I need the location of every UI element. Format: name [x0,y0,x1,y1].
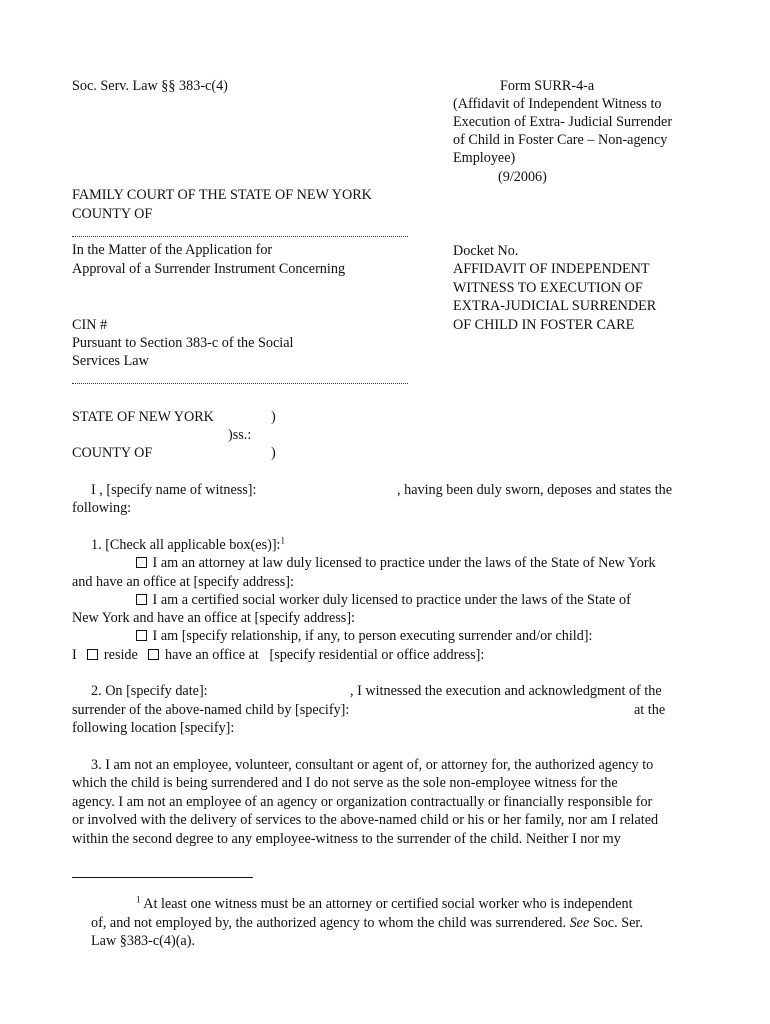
cin-label: CIN # [72,317,108,333]
venue-ss: )ss.: [228,427,252,443]
pursuant-line: Pursuant to Section 383-c of the Social [72,335,294,351]
paragraph-3-line: 3. I am not an employee, volunteer, consultant or agent of, or attorney for, the authorized agency to [91,757,654,773]
footnote-line [136,895,633,913]
option-social-worker-cont: New York and have an office at [specify address]: [72,610,355,626]
paragraph-3-line: agency. I am not an employee of an agency or organization contractually or financially responsible for [72,794,653,810]
checkbox-reside[interactable] [87,649,98,660]
footnote-text: of, and not employed by, the authorized agency to whom the child was surrendered. [91,915,567,931]
footnote-see: See [569,915,590,931]
office-label: have an office at [165,647,259,663]
matter-line: Approval of a Surrender Instrument Concerning [72,261,346,277]
paragraph-1-heading-text: 1. [Check all applicable box(es)]: [91,537,281,553]
pursuant-line: Services Law [72,353,149,369]
form-description-line: Execution of Extra- Judicial Surrender [453,114,673,130]
dotted-divider [72,236,408,237]
footnote-marker: 1 [136,894,141,905]
dotted-divider [72,383,408,384]
checkbox-relationship[interactable] [136,630,147,641]
form-number: Form SURR-4-a [500,78,595,94]
docket-label: Docket No. [453,243,519,259]
sworn-statement-cont: following: [72,500,132,516]
option-attorney [136,554,656,572]
statute-reference: Soc. Serv. Law §§ 383-c(4) [72,78,228,94]
paragraph-2-location-prompt: following location [specify]: [72,720,235,736]
sworn-statement: , having been duly sworn, deposes and states the [397,482,673,498]
matter-line: In the Matter of the Application for [72,242,273,258]
option-social-worker [136,591,631,609]
form-description-line: (Affidavit of Independent Witness to [453,96,662,112]
document-title-line: EXTRA-JUDICIAL SURRENDER [453,298,657,314]
option-residence-line [72,646,484,664]
footnote-text: Soc. Ser. [592,915,643,931]
document-title-line: OF CHILD IN FOSTER CARE [453,317,635,333]
document-title-line: WITNESS TO EXECUTION OF [453,280,643,296]
paragraph-2-surrender-prompt: surrender of the above-named child by [specify]: [72,702,350,718]
footnote-separator [72,877,253,878]
pronoun-i: I [72,647,77,663]
footnote-reference: 1 [280,535,285,546]
checkbox-attorney[interactable] [136,557,147,568]
address-prompt: [specify residential or office address]: [269,647,485,663]
venue-paren: ) [271,445,276,461]
form-description-line: of Child in Foster Care – Non-agency [453,132,668,148]
checkbox-social-worker[interactable] [136,594,147,605]
option-attorney-text: I am an attorney at law duly licensed to practice under the laws of the State of New York [152,555,656,571]
witness-name-prompt: I , [specify name of witness]: [91,482,257,498]
reside-label: reside [103,647,138,663]
court-name: FAMILY COURT OF THE STATE OF NEW YORK [72,187,372,203]
paragraph-3-line: or involved with the delivery of services to the above-named child or his or her family, nor am I related [72,812,659,828]
footnote-line: Law §383-c(4)(a). [91,933,195,949]
footnote-text: At least one witness must be an attorney or certified social worker who is independent [143,896,633,912]
option-attorney-cont: and have an office at [specify address]: [72,574,294,590]
option-relationship-text: I am [specify relationship, if any, to person executing surrender and/or child]: [152,628,593,644]
paragraph-2-date-prompt: 2. On [specify date]: [91,683,208,699]
checkbox-office[interactable] [148,649,159,660]
paragraph-2-at-the: at the [634,702,666,718]
paragraph-2-witness-text: , I witnessed the execution and acknowledgment of the [350,683,662,699]
venue-county: COUNTY OF [72,445,153,461]
option-social-worker-text: I am a certified social worker duly licensed to practice under the laws of the State of [152,592,631,608]
form-date: (9/2006) [498,169,547,185]
document-title-line: AFFIDAVIT OF INDEPENDENT [453,261,650,277]
footnote-line [91,914,643,932]
paragraph-3-line: which the child is being surrendered and I do not serve as the sole non-employee witness for the [72,775,618,791]
paragraph-1-heading [91,536,285,554]
option-relationship [136,627,592,645]
paragraph-3-line: within the second degree to any employee-witness to the surrender of the child. Neither I nor my [72,831,621,847]
venue-state: STATE OF NEW YORK [72,409,214,425]
form-description-line: Employee) [453,150,516,166]
court-county: COUNTY OF [72,206,153,222]
venue-paren: ) [271,409,276,425]
